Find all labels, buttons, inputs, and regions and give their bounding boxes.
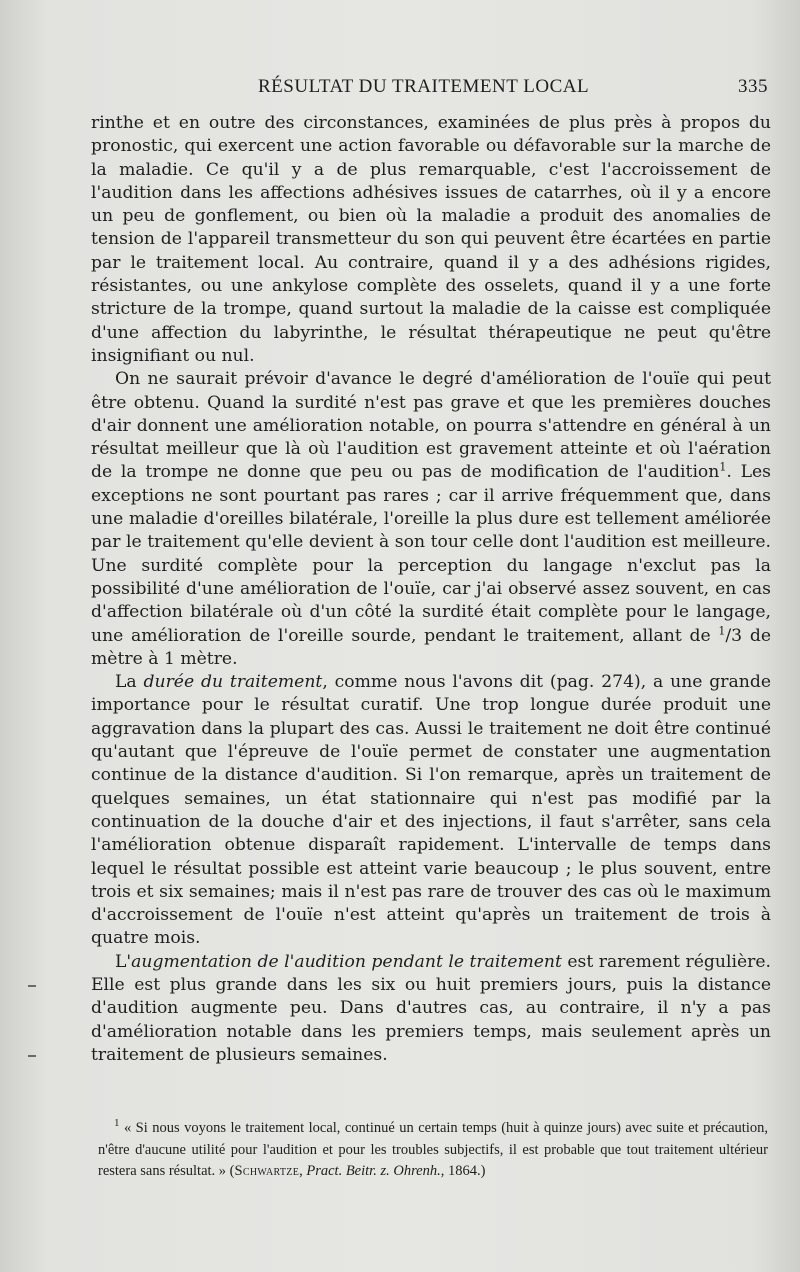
running-title: RÉSULTAT DU TRAITEMENT LOCAL [258,76,590,97]
footnote-text [98,1118,768,1183]
paragraph [91,368,771,671]
paragraph-text: , comme nous l'avons dit (pag. 274), a une grande importance pour le résultat curatif. Une trop longue durée produit une aggravation dans la plupart des cas. Aussi le traitement ne doit être continué qu'autant que l'épreuve de l'ouïe permet de constater une augmentation continue de la distance d'audition. Si l'on remarque, après un traitement de quelques semaines, un état stationnaire qui n'est pas modifié par la continuation de la douche d'air et des injections, il faut s'arrêter, sans cela l'amélioration obtenue disparaît rapidement. L'intervalle de temps dans lequel le résultat possible est atteint varie beaucoup ; le plus souvent, entre trois et six semaines; mais il n'est pas rare de trouver des cas où le maximum d'accroissement de l'ouïe n'est atteint qu'après un traitement de trois à quatre mois. [91,672,771,949]
body-text [91,112,771,1067]
page-number: 335 [738,76,768,97]
paragraph-text: est rarement régulière. Elle est plus grande dans les six ou huit premiers jours, puis la distance d'audition augmente peu. Dans d'autres cas, au contraire, il n'y a pas d'amélioration notable dans les premiers temps, mais seulement après un traitement de plusieurs semaines. [91,951,771,1065]
margin-mark [28,1055,36,1057]
footnote-reference[interactable]: 1 [719,460,727,474]
margin-mark [28,985,36,987]
fraction-denominator: /3 [725,625,743,646]
paragraph [91,112,771,368]
paragraph-text: La [115,672,144,693]
emphasis: augmentation de l'audition pendant le traitement [131,951,562,972]
emphasis: durée du traitement [143,672,323,693]
footnote-separator: , [299,1163,307,1179]
paragraph-text: L' [115,951,132,972]
footnote-source: Pract. Beitr. z. Ohrenh. [306,1163,441,1179]
paragraph-text: On ne saurait prévoir d'avance le degré d'amélioration de l'ouïe qui peut être obtenu. Quand la surdité n'est pas grave et que les premières douches d'air donnent une amélioration notable, on pourra s'attendre en général à un résultat meilleur que là où l'audition est gravement atteinte et où l'aération de la trompe ne donne que peu ou pas de modification de l'audition [91,369,771,483]
fraction-numerator: 1 [718,623,726,637]
paragraph [91,671,771,951]
footnote-author: Schwartze [234,1163,300,1179]
footnote-year: , 1864.) [440,1163,486,1179]
footnote-marker: 1 [114,1117,120,1130]
footnote-quote: « Si nous voyons le traitement local, continué un certain temps (huit à quinze jours) avec suite et précaution, n'être d'aucune utilité pour l'audition et pour les troubles subjectifs, il est probable que tout traitement ultérieur restera sans résultat. » ( [98,1120,768,1179]
paragraph-text: de mètre à 1 mètre. [91,625,771,669]
paragraph-text: rinthe et en outre des circonstances, examinées de plus près à propos du pronostic, qui exercent une action favorable ou défavorable sur la marche de la maladie. Ce qu'il y a de plus remarquable, c'est l'accroissement de l'audition dans les affections adhésives issues de catarrhes, où il y a encore un peu de gonflement, ou bien où la maladie a produit des anomalies de tension de l'appareil transmetteur du son qui peuvent être écartées en partie par le traitement local. Au contraire, quand il y a des adhésions rigides, résistantes, ou une ankylose complète des osselets, quand il y a une forte stricture de la trompe, quand surtout la maladie de la caisse est compliquée d'une affection du labyrinthe, le résultat thérapeutique ne peut qu'être insignifiant ou nul. [91,113,771,366]
paragraph [91,951,771,1067]
paragraph-text: . Les exceptions ne sont pourtant pas rares ; car il arrive fréquemment que, dans une maladie d'oreilles bilatérale, l'oreille la plus dure est tellement améliorée par le traitement qu'elle devient à son tour celle dont l'audition est meilleure. Une surdité complète pour la perception du langage n'exclut pas la possibilité d'une amélioration de l'ouïe, car j'ai observé assez souvent, en cas d'affection bilatérale où d'un côté la surdité était complète pour le langage, une amélioration de l'oreille sourde, pendant le traitement, allant de [91,462,771,646]
footnote [98,1118,768,1183]
running-header [90,72,770,102]
